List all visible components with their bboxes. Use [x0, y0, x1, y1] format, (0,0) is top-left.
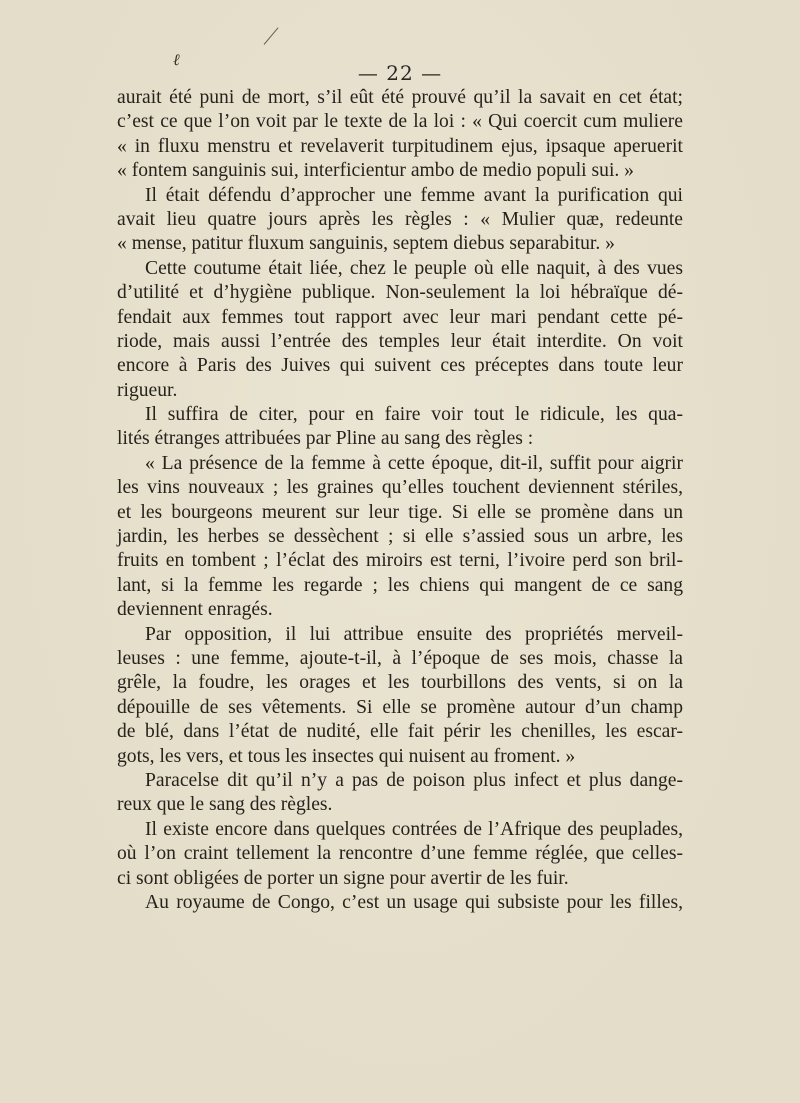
pencil-stroke: [264, 27, 279, 44]
text-line: les vins nouveaux ; les graines qu’elles touchent deviennent stériles,: [117, 477, 683, 499]
text-line: Il était défendu d’approcher une femme avant la purification qui: [145, 184, 683, 206]
text-line: Par opposition, il lui attribue ensuite des propriétés merveil-: [145, 623, 683, 645]
text-line: « mense, patitur fluxum sanguinis, septem diebus separabitur. »: [117, 233, 615, 255]
text-line: fruits en tombent ; l’éclat des miroirs est terni, l’ivoire perd son bril-: [117, 550, 683, 572]
text-line: et les bourgeons meurent sur leur tige. Si elle se promène dans un: [117, 501, 683, 523]
text-line: de blé, dans l’état de nudité, elle fait périr les chenilles, les escar-: [117, 721, 683, 743]
text-line: grêle, la foudre, les orages et les tourbillons des vents, si on la: [117, 672, 683, 694]
text-line: « fontem sanguinis sui, interficientur ambo de medio populi sui. »: [117, 160, 634, 182]
text-line: avait lieu quatre jours après les règles : « Mulier quæ, redeunte: [117, 208, 683, 230]
text-line: d’utilité et d’hygiène publique. Non-seulement la loi hébraïque dé-: [117, 282, 683, 304]
text-line: ci sont obligées de porter un signe pour avertir de les fuir.: [117, 867, 569, 889]
text-line: lant, si la femme les regarde ; les chiens qui mangent de ce sang: [117, 574, 683, 596]
text-line: rigueur.: [117, 379, 178, 401]
text-line: où l’on craint tellement la rencontre d’une femme réglée, que celles-: [117, 843, 683, 865]
text-line: « La présence de la femme à cette époque, dit-il, suffit pour aigrir: [145, 452, 683, 474]
text-line: deviennent enragés.: [117, 599, 273, 621]
text-line: Au royaume de Congo, c’est un usage qui subsiste pour les filles,: [145, 891, 683, 913]
body-text: [117, 86, 683, 915]
text-line: dépouille de ses vêtements. Si elle se promène autour d’un champ: [117, 696, 683, 718]
text-line: leuses : une femme, ajoute-t-il, à l’époque de ses mois, chasse la: [117, 647, 683, 669]
text-line: c’est ce que l’on voit par le texte de la loi : « Qui coercit cum muliere: [117, 111, 683, 133]
pencil-mark: ℓ: [173, 50, 180, 69]
text-line: encore à Paris des Juives qui suivent ces préceptes dans toute leur: [117, 355, 683, 377]
text-line: aurait été puni de mort, s’il eût été prouvé qu’il la savait en cet état;: [117, 87, 683, 108]
text-line: lités étranges attribuées par Pline au sang des règles :: [117, 428, 534, 450]
page-number: — 22 —: [357, 61, 443, 85]
text-line: Il existe encore dans quelques contrées de l’Afrique des peuplades,: [145, 818, 683, 840]
text-line: riode, mais aussi l’entrée des temples leur était interdite. On voit: [117, 330, 683, 352]
text-line: reux que le sang des règles.: [117, 794, 333, 816]
text-line: fendait aux femmes tout rapport avec leur mari pendant cette pé-: [117, 306, 683, 328]
text-line: jardin, les herbes se dessèchent ; si elle s’assied sous un arbre, les: [117, 526, 683, 548]
text-line: Paracelse dit qu’il n’y a pas de poison plus infect et plus dange-: [145, 769, 683, 791]
text-line: gots, les vers, et tous les insectes qui nuisent au froment. »: [117, 745, 576, 767]
text-line: Cette coutume était liée, chez le peuple où elle naquit, à des vues: [145, 257, 683, 279]
text-line: Il suffira de citer, pour en faire voir tout le ridicule, les qua-: [145, 404, 683, 426]
text-line: « in fluxu menstru et revelaverit turpitudinem ejus, ipsaque aperuerit: [117, 135, 683, 157]
